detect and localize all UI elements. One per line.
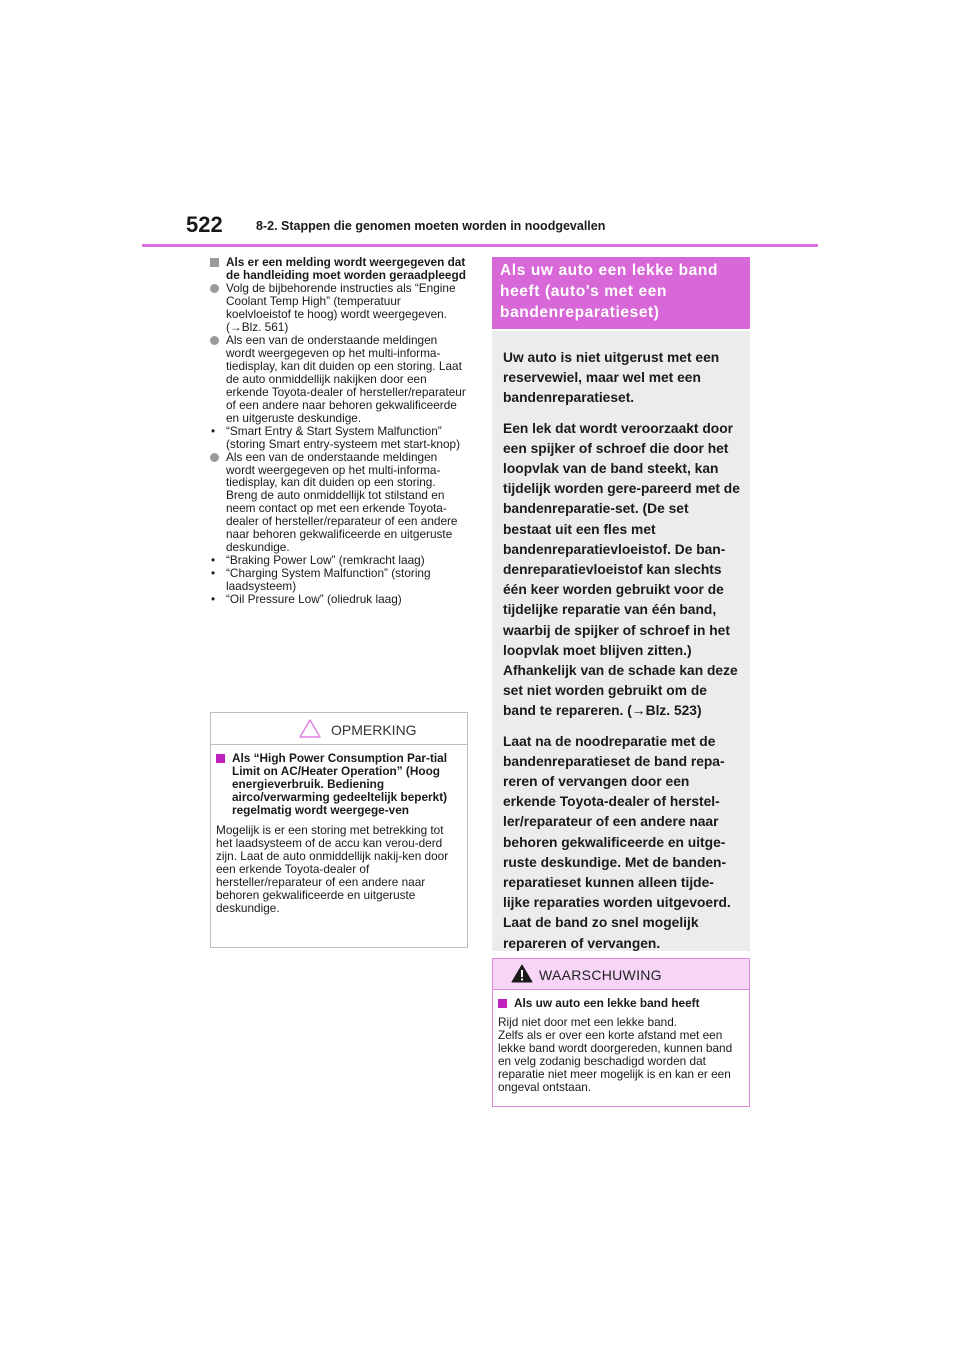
list-item [210,451,468,555]
sub-bullet [210,593,468,606]
warning-body [493,990,749,1094]
warning-title: WAARSCHUWING [539,967,662,983]
list-item-text: Volg de bijbehorende instructies als “Engine Coolant Temp High” (temperatuur koelvloeistof te hoog) wordt weergegeven. (→Blz. 561) [226,280,456,334]
sub-bullet [210,567,468,593]
note-title: OPMERKING [331,722,417,738]
warning-triangle-icon [511,964,533,983]
warning-text: Rijd niet door met een lekke band. [498,1014,678,1029]
info-paragraph: Laat na de noodreparatie met de bandenreparatieset de band repa-reren of vervangen door een erkende Toyota-dealer of herstel-ler/reparateur of een andere naar behoren gekwalificeerde en uitge-ruste deskundige. Met de banden-reparatieset kunnen alleen tijde-lijke reparaties worden uitgevoerd. Laat de band zo snel mogelijk repareren of vervangen. [503,733,731,951]
square-bullet-icon [498,999,507,1008]
note-heading-text: Als “High Power Consumption Par-tial Limit on AC/Heater Operation” (Hoog energieverbruik. Bediening airco/verwarming gedeeltelijk beperkt) regelmatig wordt weergege-ven [232,751,448,817]
sub-bullet-text: “Braking Power Low” (remkracht laag) [226,553,425,568]
sub-bullet-text: “Smart Entry & Start System Malfunction” (storing Smart entry-systeem met start-knop) [226,423,461,451]
warning-heading-text: Als uw auto een lekke band heeft [514,996,700,1010]
list-item-text: Als een van de onderstaande meldingen wordt weergegeven op het multi-informa-tiedisplay, kan dit duiden op een storing. Laat de auto onmiddellijk nakijken door een erkende Toyota-dealer of hersteller/reparateur of een andere naar behoren gekwalificeerde en uitgeruste deskundige. [226,332,466,425]
info-box [492,331,750,951]
note-header [211,713,467,745]
note-box [210,712,468,948]
dot-bullet-icon: • [211,423,216,438]
section-heading: Als uw auto een lekke band heeft (auto's met een bandenreparatieset) [492,257,750,329]
sub-bullet-text: “Oil Pressure Low” (oliedruk laag) [226,592,402,607]
circle-bullet-icon [210,284,219,293]
section-title: 8-2. Stappen die genomen moeten worden in noodgevallen [256,219,606,233]
warning-text: Zelfs als er over een korte afstand met een lekke band wordt doorgereden, kunnen band en velg zodanig beschadigd worden dat reparatie niet meer mogelijk is en kan er een ongeval ontstaan. [498,1027,733,1094]
left-heading [210,256,468,282]
info-paragraph: Uw auto is niet uitgerust met een reservewiel, maar wel met een bandenreparatieset. [503,350,720,406]
sub-bullet [210,425,468,451]
square-bullet-icon [216,754,225,763]
note-heading [216,752,461,817]
info-paragraph: Een lek dat wordt veroorzaakt door een spijker of schroef die door het loopvlak van de band steekt, kan tijdelijk worden gere-pareerd met de bandenreparatie-set. (De set bestaat uit een fles met bandenreparatievloeistof. De ban-denreparatievloeistof kan slechts één keer worden gebruikt voor de tijdelijke reparatie van één band, waarbij de spijker of schroef in het loopvlak moet blijven zitten.) Afhankelijk van de schade kan deze set niet worden gebruikt om de band te repareren. (→Blz. 523) [503,420,740,719]
left-column [210,256,468,606]
caution-triangle-icon [299,719,321,738]
circle-bullet-icon [210,336,219,345]
list-item-text: Als een van de onderstaande meldingen wordt weergegeven op het multi-informa-tiedisplay, kan dit duiden op een storing. Breng de auto onmiddellijk tot stilstand en neem contact op met een erkende Toyota-dealer of hersteller/reparateur of een andere naar behoren gekwalificeerde en uitgeruste deskundige. [226,449,458,555]
warning-heading [498,997,743,1010]
dot-bullet-icon: • [211,592,216,607]
sub-bullet-text: “Charging System Malfunction” (storing laadsysteem) [226,566,431,594]
dot-bullet-icon: • [211,553,216,568]
note-body [211,745,467,915]
page-number: 522 [186,212,223,237]
list-item [210,334,468,425]
square-bullet-icon [210,258,219,267]
left-heading-text: Als er een melding wordt weergegeven dat de handleiding moet worden geraadpleegd [226,255,466,282]
dot-bullet-icon: • [211,566,216,581]
note-text: Mogelijk is er een storing met betrekking tot het laadsysteem of de accu kan verou-derd zijn. Laat de auto onmiddellijk nakij-ken door een erkende Toyota-dealer of hersteller/reparateur of een andere naar behoren gekwalificeerde en uitgeruste deskundige. [216,822,449,915]
header-rule [142,244,818,247]
warning-box [492,958,750,1107]
list-item [210,282,468,334]
warning-header [493,959,749,990]
circle-bullet-icon [210,453,219,462]
